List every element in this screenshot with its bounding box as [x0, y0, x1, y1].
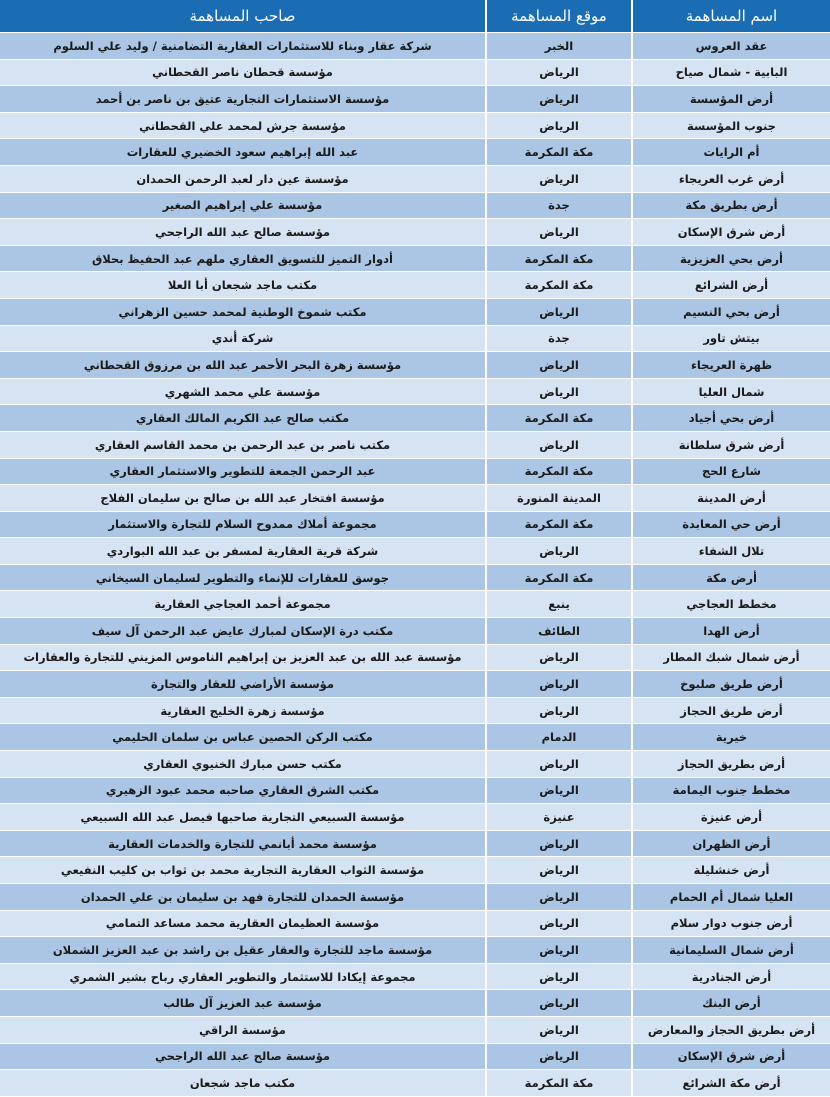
- table-row: [0, 724, 830, 751]
- table-row: [0, 431, 830, 458]
- table-row: [0, 804, 830, 831]
- cell-contribution-location: الطائف: [486, 618, 632, 645]
- table-row: [0, 644, 830, 671]
- cell-contribution-location: الرياض: [486, 671, 632, 698]
- cell-contribution-name: أرض بحي أجياد: [632, 405, 830, 432]
- table-row: [0, 352, 830, 379]
- table-row: [0, 511, 830, 538]
- cell-contribution-location: مكة المكرمة: [486, 139, 632, 166]
- cell-contribution-owner: مكتب صالح عبد الكريم المالك العقاري: [0, 405, 486, 432]
- cell-contribution-owner: مؤسسة علي محمد الشهري: [0, 378, 486, 405]
- cell-contribution-location: الرياض: [486, 777, 632, 804]
- header-contribution-owner: صاحب المساهمة: [0, 0, 486, 33]
- cell-contribution-location: الرياض: [486, 538, 632, 565]
- cell-contribution-location: الرياض: [486, 219, 632, 246]
- table-row: [0, 1043, 830, 1070]
- cell-contribution-owner: مؤسسة محمد أبانمي للتجارة والخدمات العقارية: [0, 830, 486, 857]
- cell-contribution-name: أرض حي المعابدة: [632, 511, 830, 538]
- cell-contribution-owner: مؤسسة عبد العزيز آل طالب: [0, 990, 486, 1017]
- cell-contribution-name: أم الرايات: [632, 139, 830, 166]
- cell-contribution-location: عنيزة: [486, 804, 632, 831]
- cell-contribution-owner: عبد الله إبراهيم سعود الخضيري للعقارات: [0, 139, 486, 166]
- table-body: [0, 33, 830, 1096]
- cell-contribution-owner: جوسق للعقارات للإنماء والتطوير لسليمان السيخاني: [0, 564, 486, 591]
- table-row: [0, 538, 830, 565]
- cell-contribution-name: أرض جنوب دوار سلام: [632, 910, 830, 937]
- header-contribution-location: موقع المساهمة: [486, 0, 632, 33]
- header-contribution-name: اسم المساهمة: [632, 0, 830, 33]
- cell-contribution-location: الرياض: [486, 910, 632, 937]
- cell-contribution-name: شارع الحج: [632, 458, 830, 485]
- cell-contribution-location: مكة المكرمة: [486, 511, 632, 538]
- cell-contribution-location: الرياض: [486, 937, 632, 964]
- cell-contribution-location: الرياض: [486, 1043, 632, 1070]
- cell-contribution-location: مكة المكرمة: [486, 405, 632, 432]
- cell-contribution-owner: مجموعة أملاك ممدوح السلام للتجارة والاستثمار: [0, 511, 486, 538]
- cell-contribution-owner: أدوار التميز للتسويق العقاري ملهم عبد الحفيظ بحلاق: [0, 245, 486, 272]
- cell-contribution-owner: مؤسسة علي إبراهيم الصغير: [0, 192, 486, 219]
- table-header: [0, 0, 830, 33]
- cell-contribution-owner: مؤسسة جرش لمحمد علي القحطاني: [0, 112, 486, 139]
- cell-contribution-name: تلال الشفاء: [632, 538, 830, 565]
- cell-contribution-owner: مؤسسة العظيمان العقارية محمد مساعد التمامي: [0, 910, 486, 937]
- table-row: [0, 937, 830, 964]
- cell-contribution-name: أرض شرق سلطانة: [632, 431, 830, 458]
- cell-contribution-owner: شركة عقار وبناء للاستثمارات العقارية التضامنية / وليد علي السلوم: [0, 33, 486, 60]
- cell-contribution-location: الرياض: [486, 963, 632, 990]
- cell-contribution-location: جدة: [486, 192, 632, 219]
- cell-contribution-name: عقد العروس: [632, 33, 830, 60]
- cell-contribution-name: أرض شمال السليمانية: [632, 937, 830, 964]
- table-row: [0, 378, 830, 405]
- table-row: [0, 298, 830, 325]
- cell-contribution-owner: مكتب شموخ الوطنية لمحمد حسين الزهراني: [0, 298, 486, 325]
- cell-contribution-name: جنوب المؤسسة: [632, 112, 830, 139]
- cell-contribution-location: الرياض: [486, 112, 632, 139]
- table-row: [0, 751, 830, 778]
- table-row: [0, 564, 830, 591]
- cell-contribution-name: العليا شمال أم الحمام: [632, 884, 830, 911]
- cell-contribution-owner: مكتب الركن الحصين عباس بن سلمان الحليمي: [0, 724, 486, 751]
- cell-contribution-owner: مؤسسة زهرة الخليج العقارية: [0, 697, 486, 724]
- cell-contribution-location: مكة المكرمة: [486, 245, 632, 272]
- cell-contribution-name: أرض بطريق الحجاز: [632, 751, 830, 778]
- header-row: [0, 0, 830, 33]
- cell-contribution-name: أرض طريق الحجاز: [632, 697, 830, 724]
- cell-contribution-location: الرياض: [486, 884, 632, 911]
- table-row: [0, 1070, 830, 1096]
- cell-contribution-name: أرض الشرائع: [632, 272, 830, 299]
- cell-contribution-name: البابية - شمال صياح: [632, 59, 830, 86]
- cell-contribution-name: ظهرة العريجاء: [632, 352, 830, 379]
- cell-contribution-owner: مؤسسة الراقي: [0, 1016, 486, 1043]
- cell-contribution-location: جدة: [486, 325, 632, 352]
- cell-contribution-location: المدينة المنورة: [486, 485, 632, 512]
- cell-contribution-owner: مؤسسة الأراضي للعقار والتجارة: [0, 671, 486, 698]
- cell-contribution-owner: مؤسسة زهرة البحر الأحمر عبد الله بن مرزوق القحطاني: [0, 352, 486, 379]
- cell-contribution-owner: مؤسسة الحمدان للتجارة فهد بن سليمان بن علي الحمدان: [0, 884, 486, 911]
- table-row: [0, 165, 830, 192]
- cell-contribution-owner: مكتب ناصر بن عبد الرحمن بن محمد القاسم العقاري: [0, 431, 486, 458]
- cell-contribution-owner: مؤسسة الثواب العقارية التجارية محمد بن ثواب بن كليب النفيعي: [0, 857, 486, 884]
- cell-contribution-name: أرض بحي النسيم: [632, 298, 830, 325]
- table-row: [0, 219, 830, 246]
- cell-contribution-owner: مؤسسة صالح عبد الله الراجحي: [0, 1043, 486, 1070]
- cell-contribution-owner: مؤسسة ماجد للتجارة والعقار عقيل بن راشد بن عبد العزيز الشملان: [0, 937, 486, 964]
- cell-contribution-name: أرض غرب العريجاء: [632, 165, 830, 192]
- cell-contribution-name: أرض شمال شبك المطار: [632, 644, 830, 671]
- cell-contribution-location: الرياض: [486, 378, 632, 405]
- cell-contribution-name: أرض بحي العزيزية: [632, 245, 830, 272]
- cell-contribution-location: الدمام: [486, 724, 632, 751]
- cell-contribution-name: أرض بطريق مكة: [632, 192, 830, 219]
- cell-contribution-location: الرياض: [486, 697, 632, 724]
- cell-contribution-name: أرض المدينة: [632, 485, 830, 512]
- cell-contribution-location: الرياض: [486, 1016, 632, 1043]
- cell-contribution-owner: مكتب الشرق العقاري صاحبه محمد عبود الزهيري: [0, 777, 486, 804]
- cell-contribution-owner: عبد الرحمن الجمعة للتطوير والاستثمار العقاري: [0, 458, 486, 485]
- table-row: [0, 910, 830, 937]
- table-row: [0, 990, 830, 1017]
- table-row: [0, 591, 830, 618]
- table-row: [0, 458, 830, 485]
- table-row: [0, 86, 830, 113]
- cell-contribution-location: مكة المكرمة: [486, 564, 632, 591]
- table-row: [0, 777, 830, 804]
- cell-contribution-location: الرياض: [486, 59, 632, 86]
- table-row: [0, 272, 830, 299]
- table-row: [0, 671, 830, 698]
- cell-contribution-name: أرض عنيزة: [632, 804, 830, 831]
- table-row: [0, 857, 830, 884]
- cell-contribution-location: الرياض: [486, 830, 632, 857]
- cell-contribution-name: مخطط جنوب اليمامة: [632, 777, 830, 804]
- table-row: [0, 325, 830, 352]
- cell-contribution-owner: شركة قرية العقارية لمسفر بن عبد الله البواردي: [0, 538, 486, 565]
- cell-contribution-owner: مؤسسة الاستثمارات التجارية عتيق بن ناصر بن أحمد: [0, 86, 486, 113]
- table-row: [0, 112, 830, 139]
- cell-contribution-owner: مكتب درة الإسكان لمبارك عايض عبد الرحمن آل سيف: [0, 618, 486, 645]
- cell-contribution-name: أرض بطريق الحجاز والمعارض: [632, 1016, 830, 1043]
- cell-contribution-owner: مؤسسة عبد الله بن عبد العزيز بن إبراهيم الناموس المزيني للتجارة والعقارات: [0, 644, 486, 671]
- table-row: [0, 245, 830, 272]
- table-row: [0, 963, 830, 990]
- cell-contribution-name: أرض البنك: [632, 990, 830, 1017]
- cell-contribution-owner: مكتب حسن مبارك الخنيوي العقاري: [0, 751, 486, 778]
- cell-contribution-location: الرياض: [486, 165, 632, 192]
- cell-contribution-name: أرض شرق الإسكان: [632, 219, 830, 246]
- cell-contribution-location: مكة المكرمة: [486, 272, 632, 299]
- cell-contribution-owner: مكتب ماجد شجعان: [0, 1070, 486, 1096]
- table-row: [0, 192, 830, 219]
- cell-contribution-location: ينبع: [486, 591, 632, 618]
- cell-contribution-name: خيرية: [632, 724, 830, 751]
- cell-contribution-location: مكة المكرمة: [486, 458, 632, 485]
- cell-contribution-owner: مؤسسة السبيعي التجارية صاحبها فيصل عبد الله السبيعي: [0, 804, 486, 831]
- cell-contribution-location: الرياض: [486, 857, 632, 884]
- cell-contribution-name: أرض مكة الشرائع: [632, 1070, 830, 1096]
- cell-contribution-owner: مؤسسة قحطان ناصر القحطاني: [0, 59, 486, 86]
- table-row: [0, 59, 830, 86]
- table-row: [0, 697, 830, 724]
- cell-contribution-name: بيتش تاور: [632, 325, 830, 352]
- table-row: [0, 1016, 830, 1043]
- cell-contribution-owner: مجموعة أحمد العجاجي العقارية: [0, 591, 486, 618]
- table-row: [0, 618, 830, 645]
- cell-contribution-location: الخبر: [486, 33, 632, 60]
- cell-contribution-name: شمال العليا: [632, 378, 830, 405]
- table-row: [0, 830, 830, 857]
- cell-contribution-name: أرض طريق صلبوخ: [632, 671, 830, 698]
- cell-contribution-location: الرياض: [486, 751, 632, 778]
- cell-contribution-name: أرض الظهران: [632, 830, 830, 857]
- cell-contribution-name: مخطط العجاجي: [632, 591, 830, 618]
- cell-contribution-name: أرض مكة: [632, 564, 830, 591]
- cell-contribution-name: أرض الهدا: [632, 618, 830, 645]
- cell-contribution-location: الرياض: [486, 298, 632, 325]
- table-row: [0, 485, 830, 512]
- table-row: [0, 884, 830, 911]
- cell-contribution-name: أرض المؤسسة: [632, 86, 830, 113]
- cell-contribution-owner: مجموعة إيكادا للاستثمار والتطوير العقاري رباح بشير الشمري: [0, 963, 486, 990]
- table-row: [0, 33, 830, 60]
- cell-contribution-location: الرياض: [486, 352, 632, 379]
- cell-contribution-name: أرض الجنادرية: [632, 963, 830, 990]
- cell-contribution-location: مكة المكرمة: [486, 1070, 632, 1096]
- cell-contribution-owner: مؤسسة عين دار لعبد الرحمن الحمدان: [0, 165, 486, 192]
- cell-contribution-owner: مؤسسة صالح عبد الله الراجحي: [0, 219, 486, 246]
- cell-contribution-owner: مكتب ماجد شجعان أبا العلا: [0, 272, 486, 299]
- cell-contribution-name: أرض شرق الإسكان: [632, 1043, 830, 1070]
- cell-contribution-location: الرياض: [486, 644, 632, 671]
- cell-contribution-owner: شركة أندي: [0, 325, 486, 352]
- table-row: [0, 139, 830, 166]
- cell-contribution-name: أرض خنشليلة: [632, 857, 830, 884]
- table-row: [0, 405, 830, 432]
- cell-contribution-location: الرياض: [486, 431, 632, 458]
- cell-contribution-location: الرياض: [486, 990, 632, 1017]
- cell-contribution-location: الرياض: [486, 86, 632, 113]
- cell-contribution-owner: مؤسسة افتخار عبد الله بن صالح بن سليمان الفلاج: [0, 485, 486, 512]
